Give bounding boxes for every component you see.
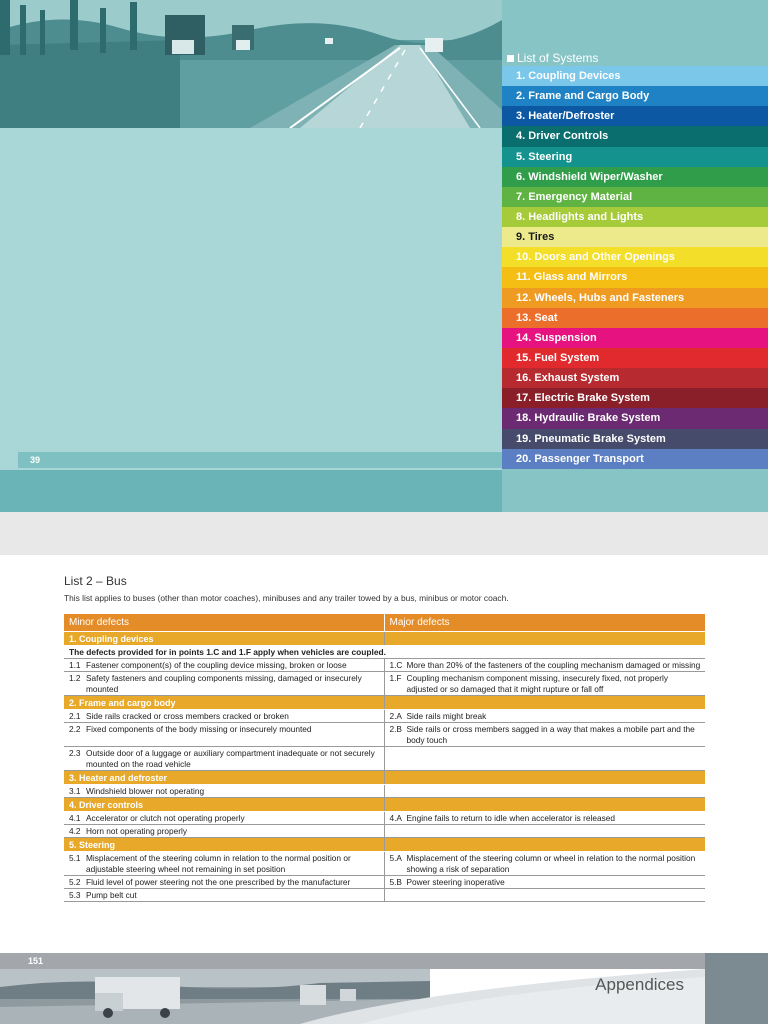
major-defect-cell [384, 824, 705, 837]
list-title: List 2 – Bus [64, 574, 127, 588]
system-item: 12. Wheels, Hubs and Fasteners [502, 288, 768, 308]
upper-bottom-strip [0, 470, 502, 512]
major-defect-text: Side rails or cross members sagged in a way that makes a mobile part and the body touch [406, 723, 695, 745]
section-header-row [64, 631, 705, 645]
lower-page [0, 555, 768, 1024]
major-defect-text: Engine fails to return to idle when accelerator is released [406, 812, 615, 823]
minor-defect-number: 2.1 [69, 710, 81, 721]
table-row [64, 709, 705, 722]
major-defect-text: Power steering inoperative [406, 876, 505, 887]
major-defect-number: 1.C [389, 659, 403, 670]
major-defect-text: Side rails might break [406, 710, 487, 721]
minor-defect-text: Pump belt cut [86, 889, 137, 900]
page-number: 39 [18, 452, 502, 468]
minor-defect-text: Misplacement of the steering column in relation to the normal position or adjustable steering wheel not remaining in set position [86, 852, 351, 874]
minor-defect-cell [64, 709, 384, 722]
minor-defect-cell [64, 851, 384, 875]
system-item: 7. Emergency Material [502, 187, 768, 207]
minor-defect-cell [64, 722, 384, 746]
system-item: 15. Fuel System [502, 348, 768, 368]
defects-table [64, 614, 705, 902]
system-item: 16. Exhaust System [502, 368, 768, 388]
highway-photo [0, 0, 502, 128]
minor-defect-text: Fluid level of power steering not the one prescribed by the manufacturer [86, 876, 351, 887]
minor-defect-text: Safety fasteners and coupling components missing, damaged or insecurely mounted [86, 672, 362, 694]
system-item: 5. Steering [502, 147, 768, 167]
table-row [64, 784, 705, 797]
section-header-row [64, 837, 705, 851]
major-defect-number: 2.B [389, 723, 402, 734]
system-item: 4. Driver Controls [502, 126, 768, 146]
minor-defect-cell [64, 811, 384, 824]
system-item: 10. Doors and Other Openings [502, 247, 768, 267]
systems-list-title [507, 50, 598, 66]
major-defect-cell [384, 888, 705, 901]
system-item: 19. Pneumatic Brake System [502, 429, 768, 449]
minor-defect-number: 3.1 [69, 785, 81, 796]
minor-defect-text: Fixed components of the body missing or insecurely mounted [86, 723, 312, 734]
table-row [64, 824, 705, 837]
appendices-tab [705, 953, 768, 1024]
minor-defects-header: Minor defects [64, 614, 384, 631]
section-title-spacer [384, 631, 705, 645]
minor-defect-number: 2.3 [69, 747, 81, 758]
system-item: 13. Seat [502, 308, 768, 328]
table-row [64, 888, 705, 901]
section-note-row [64, 645, 705, 658]
major-defect-text: More than 20% of the fasteners of the coupling mechanism damaged or missing [406, 659, 701, 670]
section-header-row [64, 770, 705, 784]
table-row [64, 658, 705, 671]
section-title: 4. Driver controls [64, 797, 384, 811]
table-row [64, 875, 705, 888]
system-item: 6. Windshield Wiper/Washer [502, 167, 768, 187]
minor-defect-number: 2.2 [69, 723, 81, 734]
system-item: 3. Heater/Defroster [502, 106, 768, 126]
table-row [64, 671, 705, 695]
system-item: 20. Passenger Transport [502, 449, 768, 469]
system-item: 9. Tires [502, 227, 768, 247]
minor-defect-text: Outside door of a luggage or auxiliary compartment inadequate or not securely mounted on the road vehicle [86, 747, 375, 769]
minor-defect-text: Fastener component(s) of the coupling device missing, broken or loose [86, 659, 347, 670]
major-defect-cell [384, 658, 705, 671]
major-defect-cell [384, 746, 705, 770]
square-bullet-icon [507, 55, 514, 62]
system-item: 17. Electric Brake System [502, 388, 768, 408]
minor-defect-cell [64, 658, 384, 671]
table-row [64, 746, 705, 770]
page-gap [0, 512, 768, 555]
systems-title-text: List of Systems [517, 51, 599, 65]
section-title: 5. Steering [64, 837, 384, 851]
systems-list [502, 66, 768, 469]
minor-defect-text: Side rails cracked or cross members cracked or broken [86, 710, 289, 721]
page-number: 151 [28, 956, 44, 966]
minor-defect-cell [64, 671, 384, 695]
minor-defect-number: 1.1 [69, 659, 81, 670]
minor-defect-number: 5.2 [69, 876, 81, 887]
minor-defect-cell [64, 888, 384, 901]
major-defect-number: 2.A [389, 710, 402, 721]
section-note: The defects provided for in points 1.C and 1.F apply when vehicles are coupled. [64, 645, 705, 658]
minor-defect-text: Accelerator or clutch not operating properly [86, 812, 245, 823]
minor-defect-cell [64, 784, 384, 797]
appendices-label: Appendices [595, 975, 684, 994]
minor-defect-cell [64, 875, 384, 888]
major-defect-number: 5.A [389, 852, 402, 863]
section-title-spacer [384, 797, 705, 811]
section-title-spacer [384, 770, 705, 784]
table-row [64, 722, 705, 746]
system-item: 2. Frame and Cargo Body [502, 86, 768, 106]
major-defect-cell [384, 811, 705, 824]
table-header-row [64, 614, 705, 631]
system-item: 11. Glass and Mirrors [502, 267, 768, 287]
major-defect-number: 5.B [389, 876, 402, 887]
minor-defect-number: 5.3 [69, 889, 81, 900]
major-defect-cell [384, 851, 705, 875]
major-defect-text: Misplacement of the steering column or wheel in relation to the normal position showing a risk of separation [406, 852, 696, 874]
major-defect-number: 4.A [389, 812, 402, 823]
footer-band [0, 953, 768, 969]
list-intro: This list applies to buses (other than motor coaches), minibuses and any trailer towed by a bus, minibus or motor coach. [64, 593, 509, 603]
section-title-spacer [384, 837, 705, 851]
section-title-spacer [384, 695, 705, 709]
major-defect-cell [384, 784, 705, 797]
table-row [64, 811, 705, 824]
minor-defect-cell [64, 746, 384, 770]
major-defect-text: Coupling mechanism component missing, insecurely fixed, not properly adjusted or so damaged that it might rupture or fall off [406, 672, 668, 694]
minor-defect-cell [64, 824, 384, 837]
system-item: 1. Coupling Devices [502, 66, 768, 86]
major-defect-cell [384, 709, 705, 722]
section-title: 3. Heater and defroster [64, 770, 384, 784]
major-defect-number: 1.F [389, 672, 402, 683]
major-defect-cell [384, 722, 705, 746]
section-header-row [64, 695, 705, 709]
minor-defect-text: Horn not operating properly [86, 825, 188, 836]
minor-defect-text: Windshield blower not operating [86, 785, 205, 796]
system-item: 18. Hydraulic Brake System [502, 408, 768, 428]
minor-defect-number: 5.1 [69, 852, 81, 863]
system-item: 14. Suspension [502, 328, 768, 348]
minor-defect-number: 1.2 [69, 672, 81, 683]
minor-defect-number: 4.1 [69, 812, 81, 823]
system-item: 8. Headlights and Lights [502, 207, 768, 227]
table-row [64, 851, 705, 875]
major-defects-header: Major defects [384, 614, 705, 631]
minor-defect-number: 4.2 [69, 825, 81, 836]
section-header-row [64, 797, 705, 811]
major-defect-cell [384, 875, 705, 888]
major-defect-cell [384, 671, 705, 695]
section-title: 2. Frame and cargo body [64, 695, 384, 709]
section-title: 1. Coupling devices [64, 631, 384, 645]
